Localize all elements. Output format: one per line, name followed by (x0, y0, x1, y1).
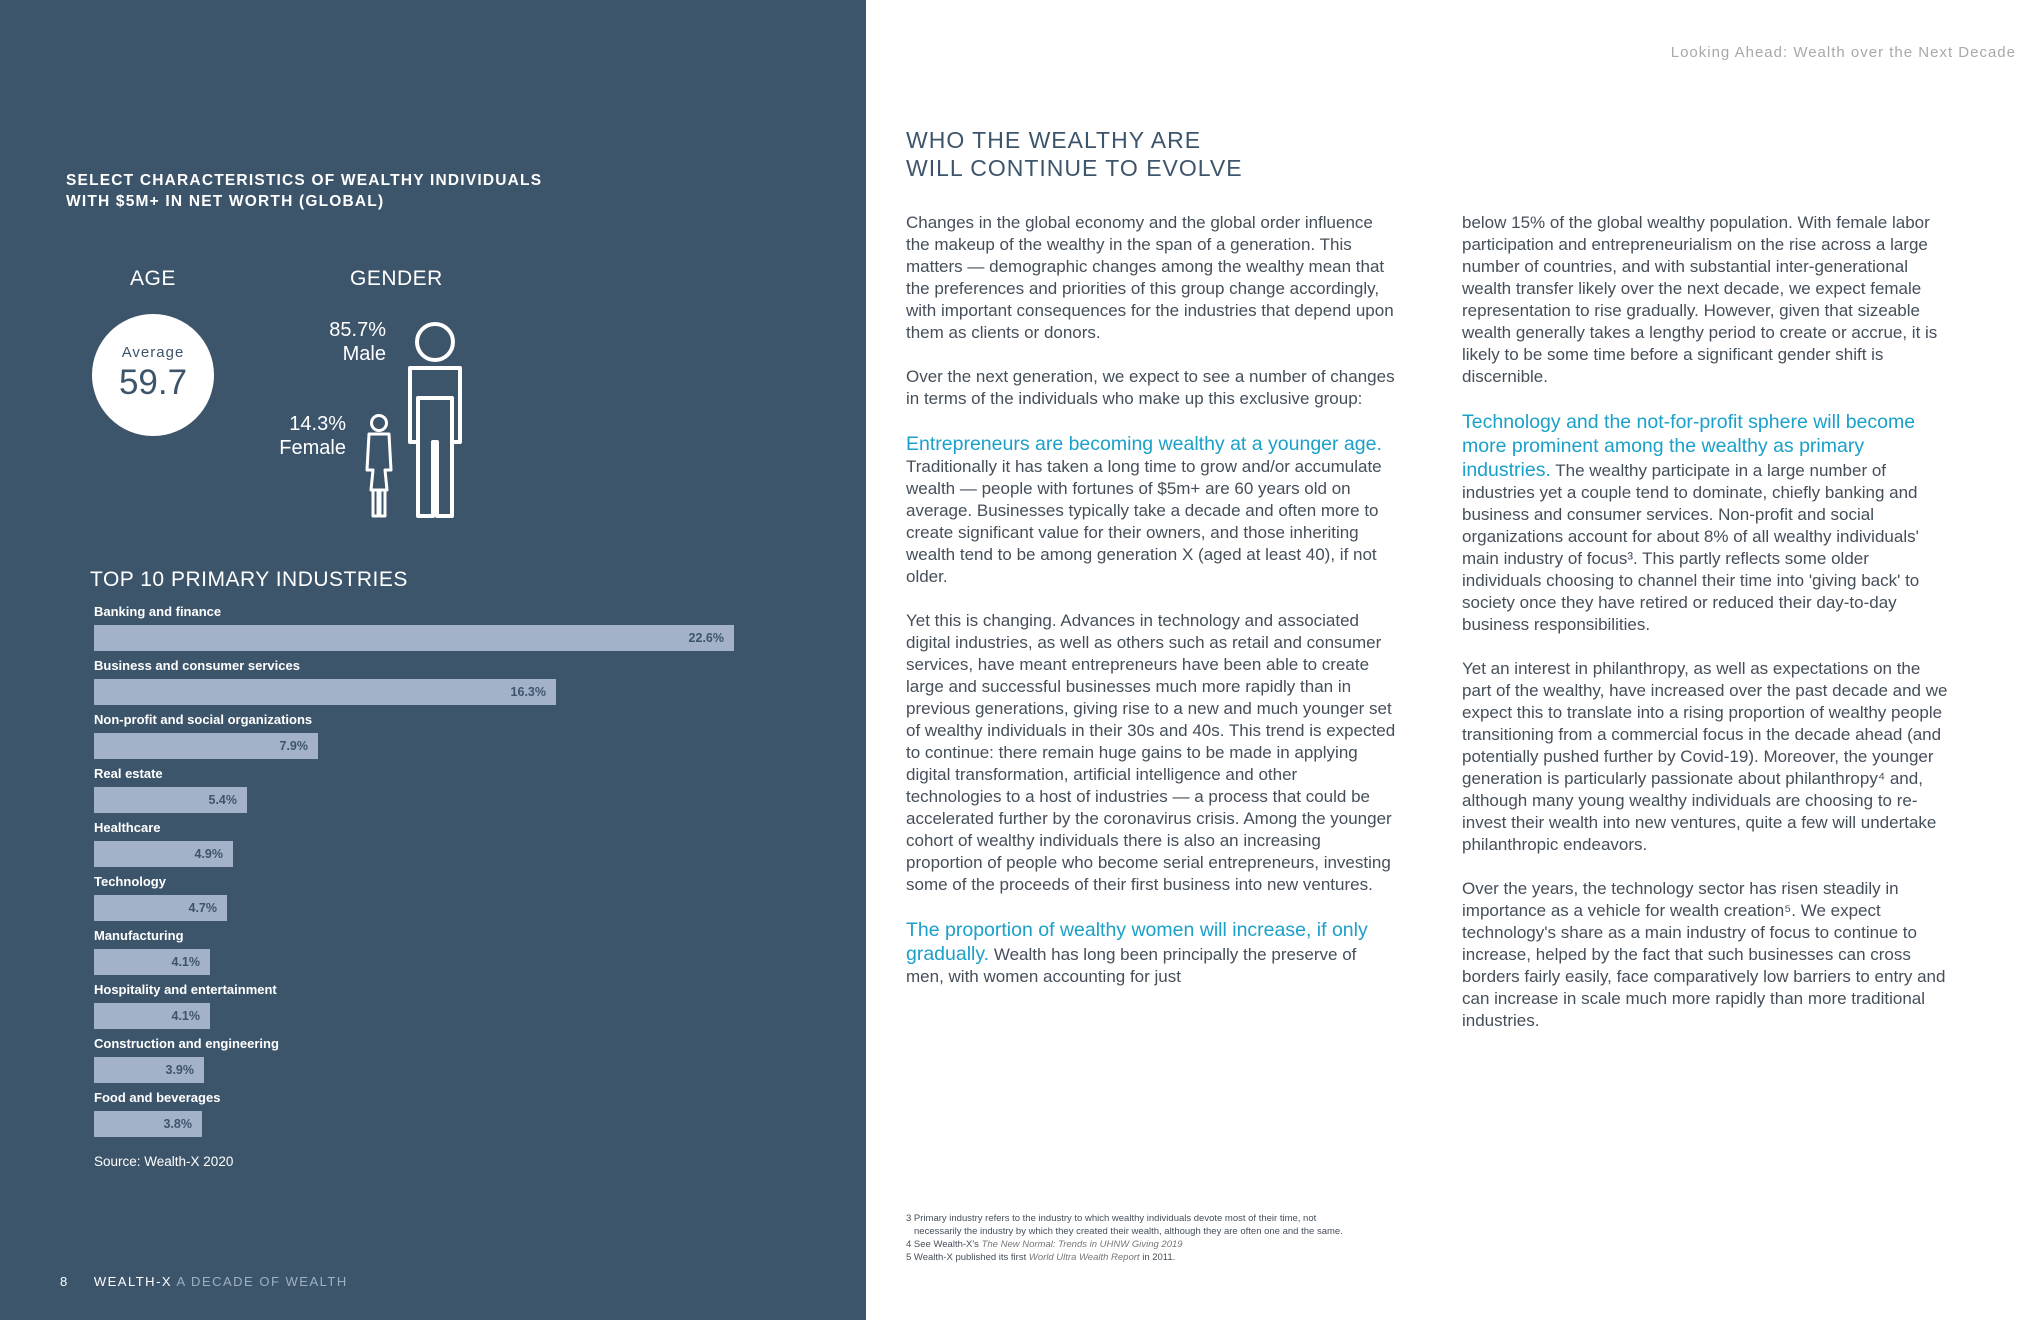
article-column-2 (1462, 212, 1952, 1054)
page-number: 8 (60, 1274, 69, 1289)
bar-label: Manufacturing (94, 928, 184, 943)
footnote-4-text: 4 See Wealth-X's (906, 1239, 982, 1250)
bar-label: Healthcare (94, 820, 161, 835)
bar: 4.7% (94, 895, 227, 921)
paragraph: Changes in the global economy and the global order influence the makeup of the wealthy in the span of a generation. This matters — demographic changes among the wealthy mean that the preferences and priorities of this group change accordingly, with important consequences for the industries that depend upon them as clients or donors. (906, 213, 1394, 342)
bar-label: Hospitality and entertainment (94, 982, 277, 997)
bar-label: Banking and finance (94, 604, 222, 619)
bar-label: Food and beverages (94, 1090, 221, 1105)
bar: 4.9% (94, 841, 233, 867)
chart-title-line-1: SELECT CHARACTERISTICS OF WEALTHY INDIVIDUALS (66, 172, 543, 189)
bar: 16.3% (94, 679, 556, 705)
paragraph-body: The wealthy participate in a large number of industries yet a couple tend to dominate, chiefly banking and business and consumer services. Non-profit and social organizations account for about 8% of all wealthy individuals' main industry of focus³. This partly reflects some older individuals choosing to channel their time into 'giving back' to society once they have retired or reduced their day-to-day business responsibilities. (1462, 461, 1920, 634)
footnotes (906, 1212, 1343, 1264)
article-title-line-1: WHO THE WEALTHY ARE (906, 127, 1202, 153)
bar-label: Technology (94, 874, 166, 889)
age-average-value: 59.7 (118, 363, 188, 402)
chart-source: Source: Wealth-X 2020 (94, 1154, 234, 1169)
age-average-label: Average (121, 344, 185, 361)
female-figure-icon (361, 414, 397, 518)
footnote-3a: 3 Primary industry refers to the industry to which wealthy individuals devote most of their time, not (906, 1213, 1317, 1224)
footnote-4 (906, 1238, 1343, 1251)
paragraph: Over the next generation, we expect to see a number of changes in terms of the individuals who make up this exclusive group: (906, 367, 1395, 408)
highlight-heading: The proportion of wealthy women will increase, if only gradually. (906, 919, 1368, 965)
footer-brand: WEALTH-X (93, 1274, 173, 1289)
bar: 3.8% (94, 1111, 202, 1137)
paragraph: Yet an interest in philanthropy, as well as expectations on the part of the wealthy, have increased over the past decade and we expect this to translate into a rising proportion of wealthy people transitioning from a commercial focus in the decade ahead (and potentially pushed further by Covid-19). Moreover, the younger generation is particularly passionate about philanthropy⁴ and, although many young wealthy individuals are choosing to re-invest their wealth into new ventures, quite a few will undertake philanthropic endeavors. (1462, 659, 1948, 854)
bar: 3.9% (94, 1057, 204, 1083)
age-heading: AGE (130, 267, 176, 290)
male-figure-icon (400, 320, 470, 520)
article-column-1 (906, 212, 1396, 1010)
industries-title: TOP 10 PRIMARY INDUSTRIES (90, 568, 408, 591)
page-footer (60, 1274, 348, 1289)
bar-label: Non-profit and social organizations (94, 712, 313, 727)
paragraph (906, 918, 1396, 988)
female-label: Female (279, 437, 346, 459)
bar-label: Construction and engineering (94, 1036, 279, 1051)
article-title (906, 126, 1243, 182)
footnote-5-text: 5 Wealth-X published its first (906, 1252, 1029, 1263)
bar: 7.9% (94, 733, 318, 759)
right-panel (866, 0, 2040, 1320)
female-percentage: 14.3% (289, 413, 346, 435)
bar: 4.1% (94, 949, 210, 975)
paragraph-body: Wealth has long been principally the preserve of men, with women accounting for just (906, 945, 1357, 986)
footnote-4-title: The New Normal: Trends in UHNW Giving 2019 (981, 1239, 1183, 1250)
paragraph: below 15% of the global wealthy population. With female labor participation and entrepreneurialism on the rise across a large number of countries, and with substantial inter-generational wealth transfer likely over the next decade, we expect female representation to rise gradually. However, given that sizeable wealth generally takes a lengthy period to create or accrue, it is likely to be some time before a significant gender shift is discernible. (1462, 213, 1938, 386)
running-header: Looking Ahead: Wealth over the Next Decade (1670, 44, 2016, 61)
male-percentage: 85.7% (329, 319, 386, 341)
male-label: Male (342, 343, 386, 365)
male-stat (290, 318, 386, 366)
bar: 22.6% (94, 625, 734, 651)
paragraph-body: Traditionally it has taken a long time to grow and/or accumulate wealth — people with fortunes of $5m+ are 60 years old on average. Businesses typically take a decade and often more to create significant value for their owners, and those inheriting wealth tend to be among generation X (aged at least 40), if not older. (906, 457, 1382, 586)
gender-heading: GENDER (350, 267, 443, 290)
footnote-5-end: in 2011. (1139, 1252, 1176, 1263)
bar-label: Business and consumer services (94, 658, 300, 673)
paragraph (906, 432, 1396, 588)
left-panel (0, 0, 866, 1320)
female-stat (250, 412, 346, 460)
chart-title (66, 170, 542, 212)
highlight-heading: Entrepreneurs are becoming wealthy at a younger age. (906, 433, 1382, 455)
footnote-3b: necessarily the industry by which they created their wealth, although they are often one and the same. (914, 1226, 1343, 1237)
age-average-circle (92, 314, 214, 436)
bar-label: Real estate (94, 766, 163, 781)
bar: 4.1% (94, 1003, 210, 1029)
paragraph: Yet this is changing. Advances in technology and associated digital industries, as well as others such as retail and consumer services, have meant entrepreneurs have been able to create large and successful businesses much more rapidly than in previous generations, giving rise to a new and much younger set of wealthy individuals in their 30s and 40s. This trend is expected to continue: there remain huge gains to be made in applying digital transformation, artificial intelligence and other technologies to a host of industries — a process that could be accelerated further by the coronavirus crisis. Among the younger cohort of wealthy individuals there is also an increasing proportion of people who become serial entrepreneurs, investing some of the proceeds of their first business into new ventures. (906, 611, 1396, 894)
highlight-heading: Technology and the not-for-profit sphere will become more prominent among the wealthy as primary industries. (1462, 411, 1916, 481)
footnote-5 (906, 1251, 1343, 1264)
article-title-line-2: WILL CONTINUE TO EVOLVE (906, 155, 1243, 181)
paragraph: Over the years, the technology sector has risen steadily in importance as a vehicle for wealth creation⁵. We expect technology's share as a main industry of focus to continue to increase, helped by the fact that such businesses can cross borders fairly easily, face comparatively low barriers to entry and can increase in scale much more rapidly than more traditional industries. (1462, 879, 1946, 1030)
bar: 5.4% (94, 787, 247, 813)
paragraph (1462, 410, 1952, 636)
footer-publication: A DECADE OF WEALTH (176, 1274, 348, 1289)
footnote-5-title: World Ultra Wealth Report (1028, 1252, 1140, 1263)
chart-title-line-2: WITH $5M+ IN NET WORTH (GLOBAL) (66, 193, 385, 210)
